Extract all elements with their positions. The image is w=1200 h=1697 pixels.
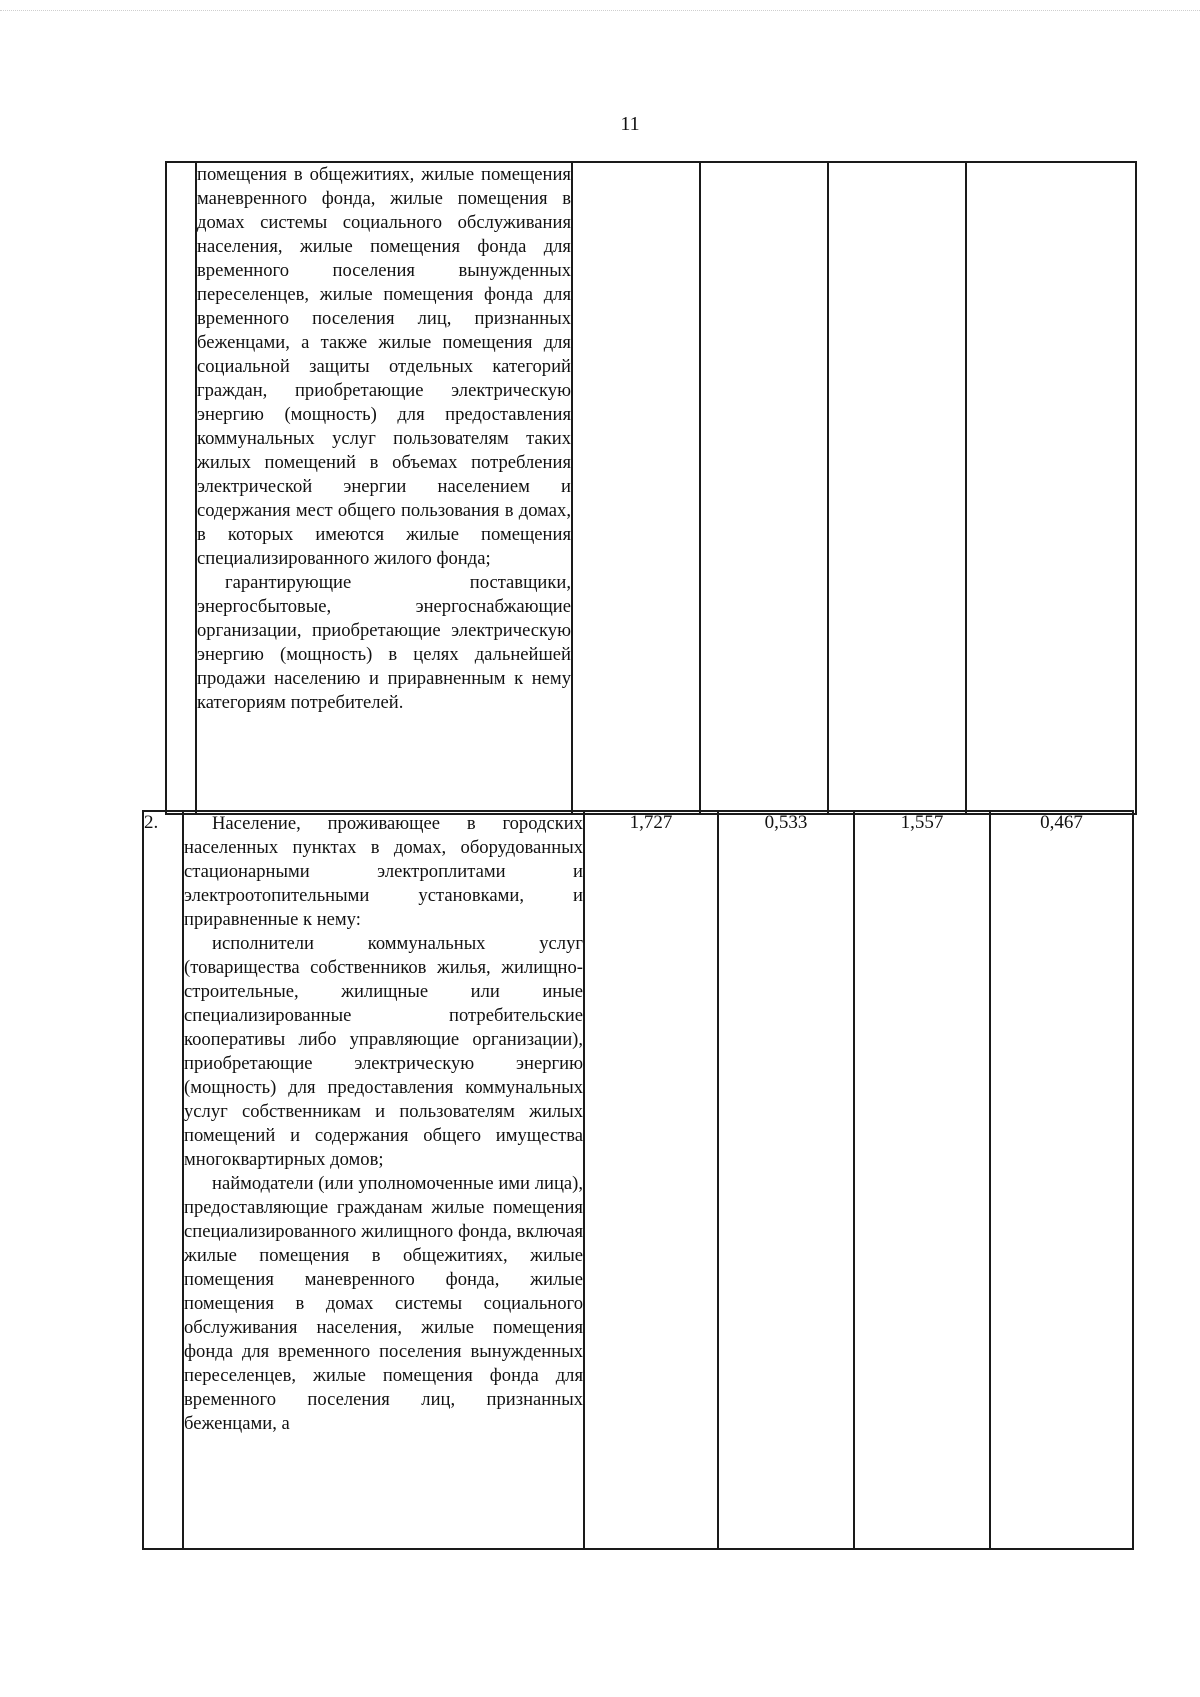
tariff-value-cell: 1,557 [854, 811, 990, 1549]
scan-artifact-line [0, 10, 1200, 13]
page-number: 11 [620, 113, 640, 135]
value-cell [966, 162, 1136, 814]
consumer-description-cell [196, 162, 572, 814]
description-paragraph: исполнители коммунальных услуг (товарищества собственников жилья, жилищно-строительные, жилищные или иные специализированные потребительские кооперативы либо управляющие организации), приобретающие электрическую энергию (мощность) для предоставления коммунальных услуг собственникам и пользователям жилых помещений и содержания общего имущества многоквартирных домов; [184, 933, 583, 1170]
description-paragraph: наймодатели (или уполномоченные ими лица), предоставляющие гражданам жилые помещения специализированного жилищного фонда, включая жилые помещения в общежитиях, жилые помещения маневренного фонда, жилые помещения в домах системы социального обслуживания населения, жилые помещения фонда для временного поселения вынужденных переселенцев, жилые помещения фонда для временного поселения лиц, признанных беженцами, а [184, 1173, 583, 1434]
tariff-value-cell: 0,533 [718, 811, 854, 1549]
description-paragraph: гарантирующие поставщики, энергосбытовые, энергоснабжающие организации, приобретающие электрическую энергию (мощность) в целях дальнейшей продажи населению и приравненным к нему категориям потребителей. [197, 572, 571, 713]
value-cell [572, 162, 700, 814]
consumer-description-cell [183, 811, 584, 1549]
description-paragraph: Население, проживающее в городских населенных пунктах в домах, оборудованных стационарными электроплитами и электроотопительными установками, и приравненные к нему: [184, 813, 583, 930]
tariff-value-cell: 0,467 [990, 811, 1133, 1549]
description-paragraph: помещения в общежитиях, жилые помещения маневренного фонда, жилые помещения в домах системы социального обслуживания населения, жилые помещения фонда для временного поселения вынужденных переселенцев, жилые помещения фонда для временного поселения лиц, признанных беженцами, а также жилые помещения для социальной защиты отдельных категорий граждан, приобретающие электрическую энергию (мощность) для предоставления коммунальных услуг пользователям таких жилых помещений в объемах потребления электрической энергии населением и содержания мест общего пользования в домах, в которых имеются жилые помещения специализированного жилого фонда; [197, 164, 571, 569]
table-row [166, 162, 1136, 814]
tariff-value-cell: 1,727 [584, 811, 718, 1549]
row-number-cell: 2. [143, 811, 183, 1549]
tariff-table-row-2 [142, 810, 1134, 1550]
value-cell [700, 162, 828, 814]
table-row [143, 811, 1133, 1549]
row-number-cell [166, 162, 196, 814]
value-cell [828, 162, 966, 814]
tariff-table-continued [165, 161, 1137, 815]
